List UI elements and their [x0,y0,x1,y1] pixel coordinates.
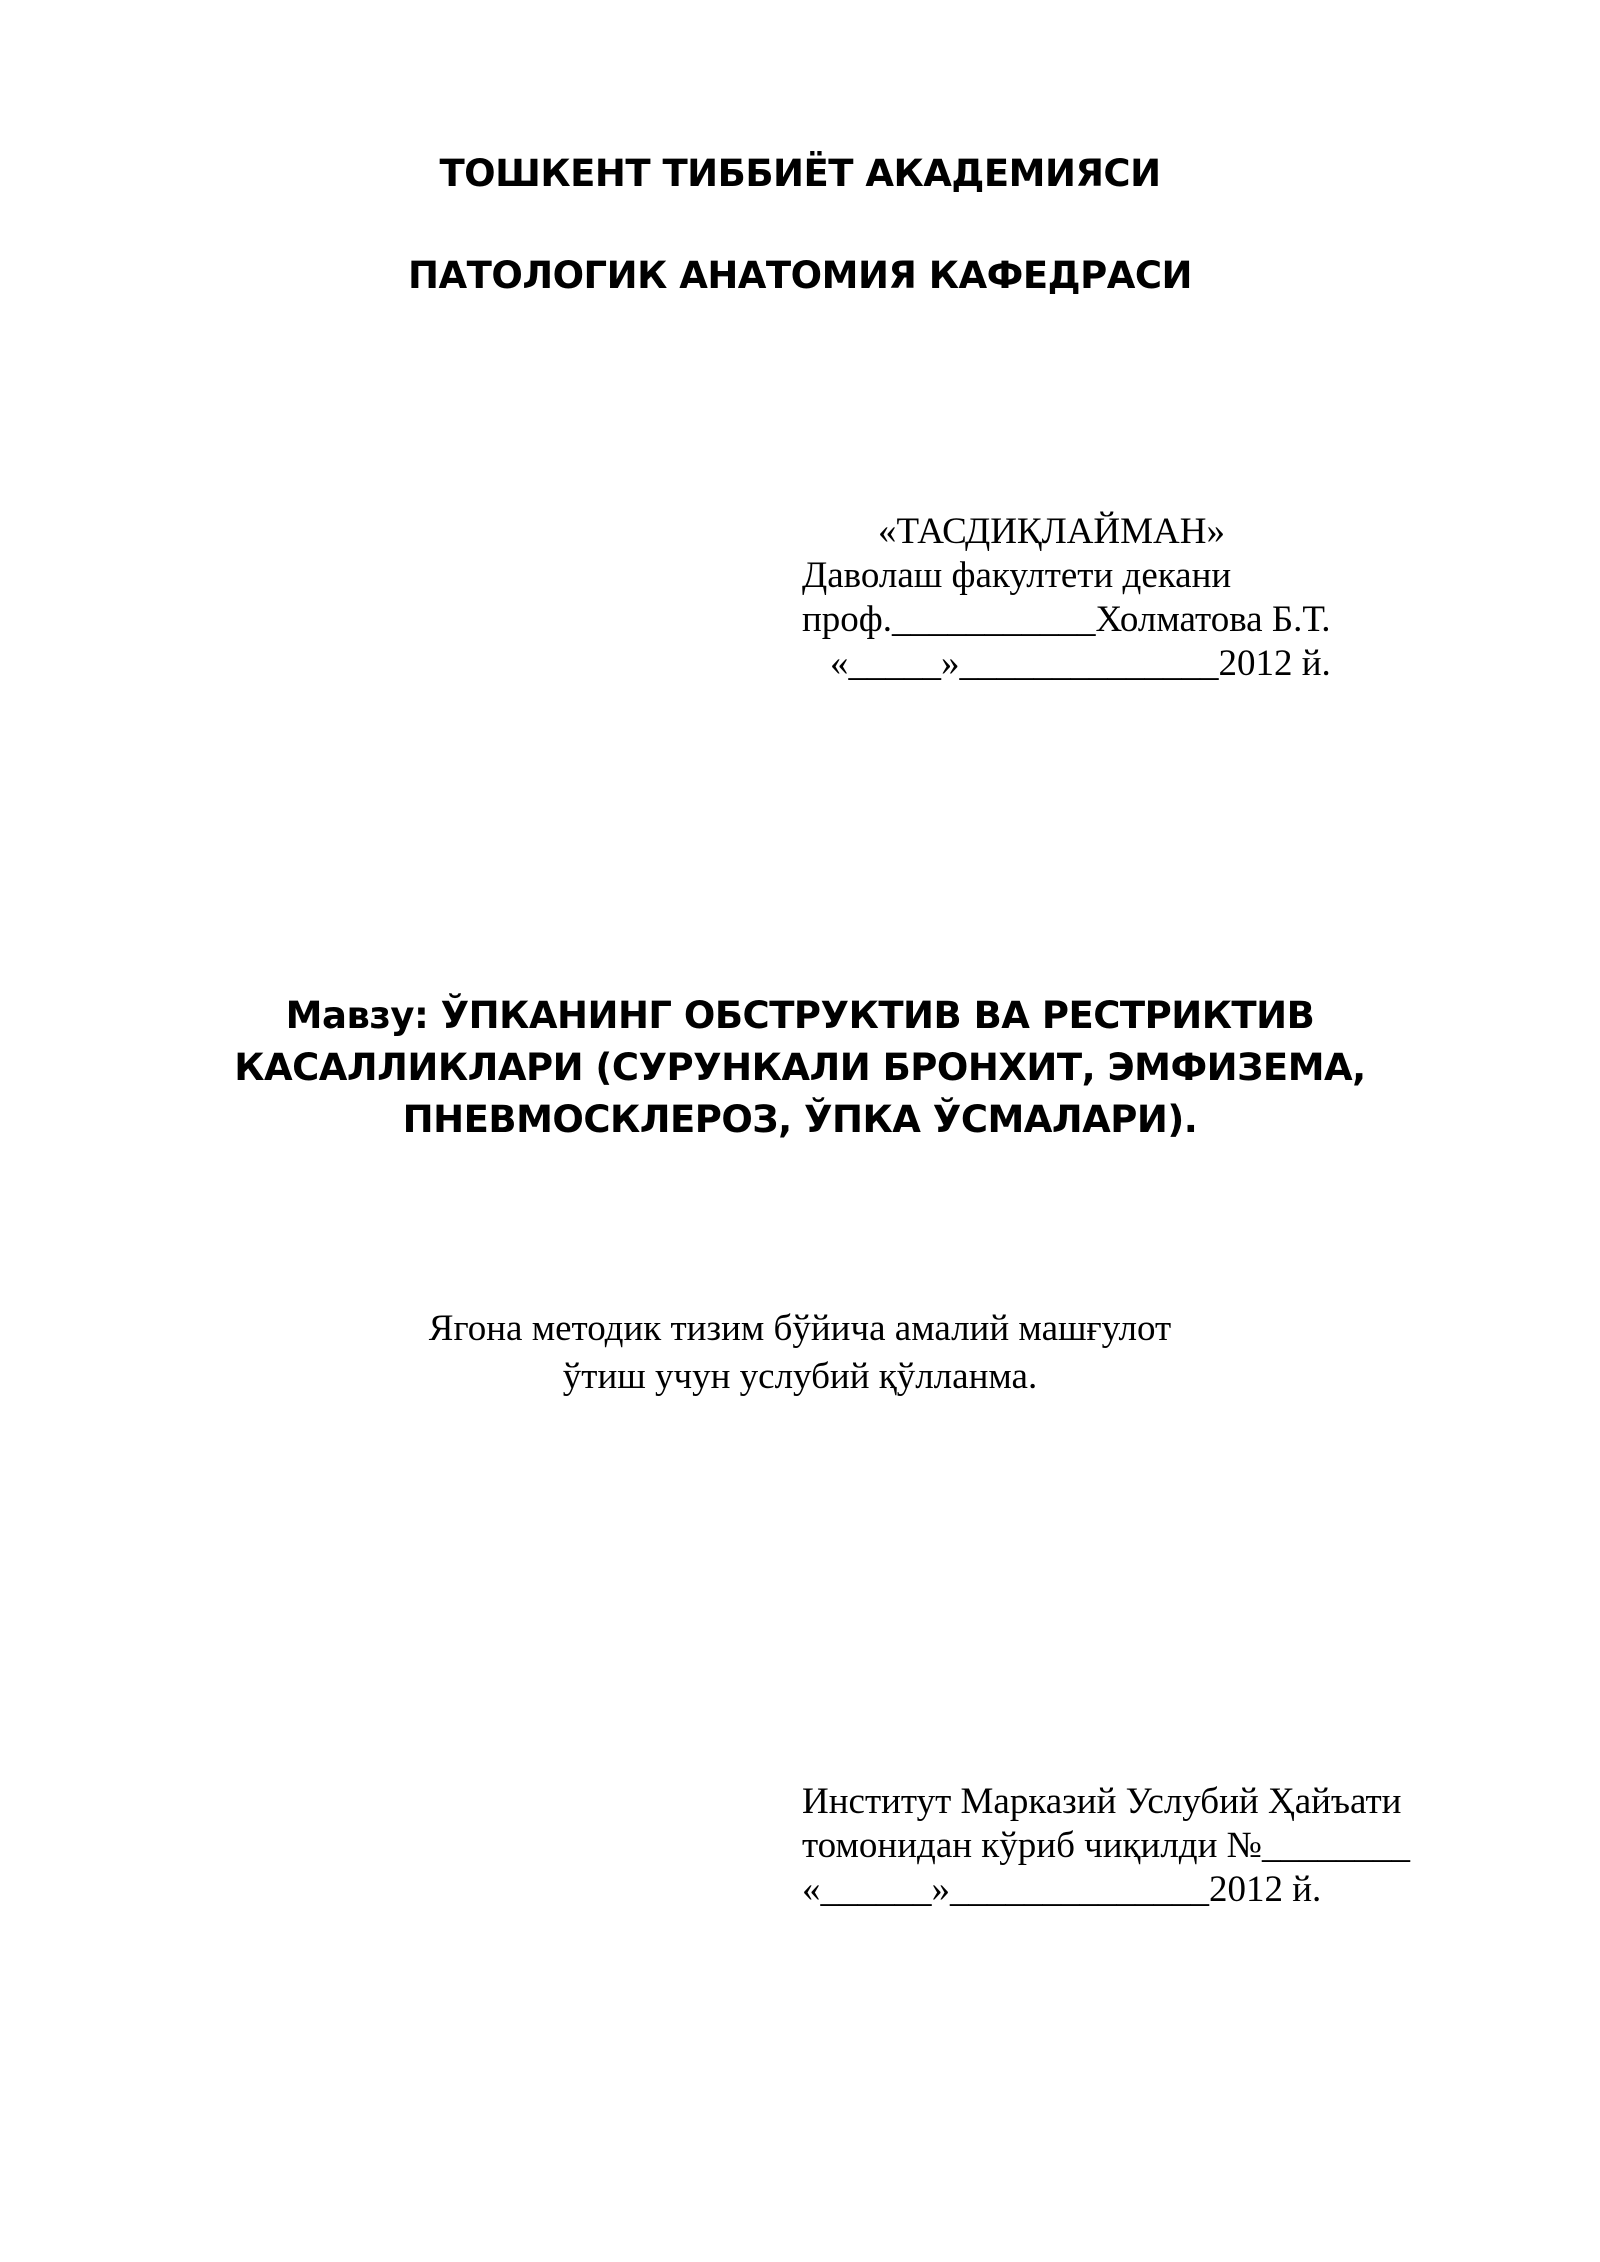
topic-heading [0,990,1600,1146]
review-block [802,1780,1410,1912]
approval-title: «ТАСДИҚЛАЙМАН» [878,511,1225,552]
review-line-1: Институт Марказий Услубий Ҳайъати [802,1781,1402,1822]
topic-line-1: Мавзу: ЎПКАНИНГ ОБСТРУКТИВ ВА РЕСТРИКТИВ [285,994,1315,1037]
institution-title: ТОШКЕНТ ТИББИЁТ АКАДЕМИЯСИ [439,152,1161,195]
approval-date: «_____»______________2012 й. [830,643,1331,684]
review-line-2: томонидан кўриб чиқилди №________ [802,1825,1410,1866]
method-line-1: Ягона методик тизим бўйича амалий машғулот [428,1308,1172,1349]
approval-position: Даволаш факултети декани [802,555,1232,596]
approval-block [802,510,1331,686]
approval-signatory: проф.___________Холматова Б.Т. [802,599,1331,640]
method-line-2: ўтиш учун услубий қўлланма. [562,1356,1038,1397]
topic-line-2: КАСАЛЛИКЛАРИ (СУРУНКАЛИ БРОНХИТ, ЭМФИЗЕМА, [234,1046,1366,1089]
topic-line-3: ПНЕВМОСКЛЕРОЗ, ЎПКА ЎСМАЛАРИ). [402,1098,1198,1141]
review-line-3: «______»______________2012 й. [802,1869,1322,1910]
method-description [0,1305,1600,1401]
department-title: ПАТОЛОГИК АНАТОМИЯ КАФЕДРАСИ [408,254,1192,297]
